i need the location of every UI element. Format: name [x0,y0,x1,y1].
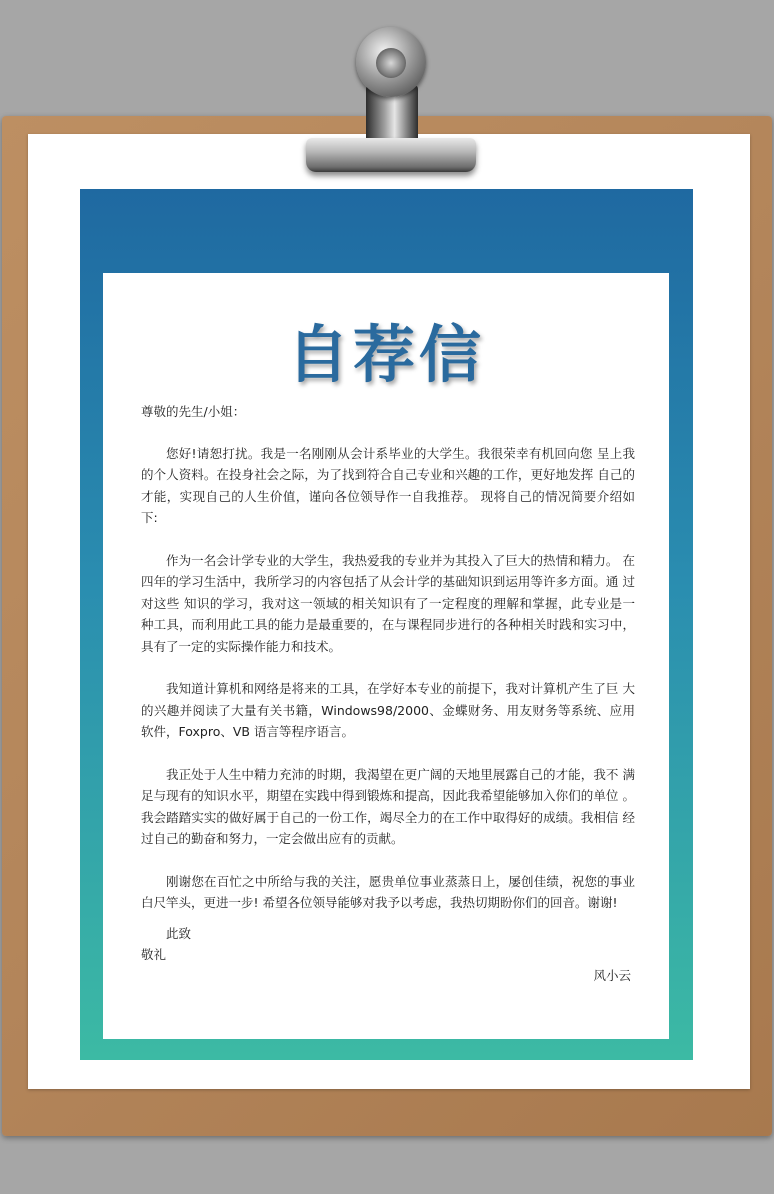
paragraph-4: 我正处于人生中精力充沛的时期，我渴望在更广阔的天地里展露自己的才能，我不 满足与现有的知识水平，期望在实践中得到锻炼和提高，因此我希望能够加入你们的单位 。我会踏踏实实的做好属于自己的一份工作，竭尽全力的在工作中取得好的成绩。我相信 经过自己的勤奋和努力，一定会做出应有的贡献。 [141,766,635,846]
paragraph-5: 刚谢您在百忙之中所给与我的关注，愿贵单位事业蒸蒸日上，屡创佳绩，祝您的事业 白尺竿头，更进一步! 希望各位领导能够对我予以考虑，我热切期盼你们的回音。谢谢! [141,873,635,910]
letter-title: 自荐信 [286,318,485,391]
binder-clip-base [306,138,476,172]
paragraph-2: 作为一名会计学专业的大学生，我热爱我的专业并为其投入了巨大的热情和精力。 在四年的学习生活中，我所学习的内容包括了从会计学的基础知识到运用等许多方面。通 过对这些 知识的学习，我对这一领域的相关知识有了一定程度的理解和掌握，此专业是一 种工具，而利用此工具的能力是最重要的，在与课程同步进行的各种相关时践和实习中， 具有了一定的实际操作能力和技术。 [141,552,635,654]
salutation: 尊敬的先生/小姐： [141,404,246,419]
clipboard-board [2,116,772,1136]
closing [141,923,191,965]
gradient-frame [80,189,693,1060]
letter-body [141,401,635,935]
closing-line-1: 此致 [166,926,192,941]
paragraph-3: 我知道计算机和网络是将来的工具，在学好本专业的前提下，我对计算机产生了巨 大的兴趣并阅读了大量有关书籍，Windows98/2000、金蝶财务、用友财务等系统、应用 软件，Foxpro、VB 语言等程序语言。 [141,681,635,739]
paper-sheet [28,134,750,1089]
closing-line-2: 敬礼 [141,947,167,962]
signature: 风小云 [593,968,631,983]
letter-page [103,273,669,1039]
binder-clip-hole [376,48,406,78]
paragraph-1: 您好!请恕打扰。我是一名刚刚从会计系毕业的大学生。我很荣幸有机回向您 呈上我的个人资料。在投身社会之际，为了找到符合自己专业和兴趣的工作，更好地发挥 自己的才能，实现自己的人生价值，谨向各位领导作一自我推荐。 现将自己的情况简要介绍如下: [141,445,635,525]
